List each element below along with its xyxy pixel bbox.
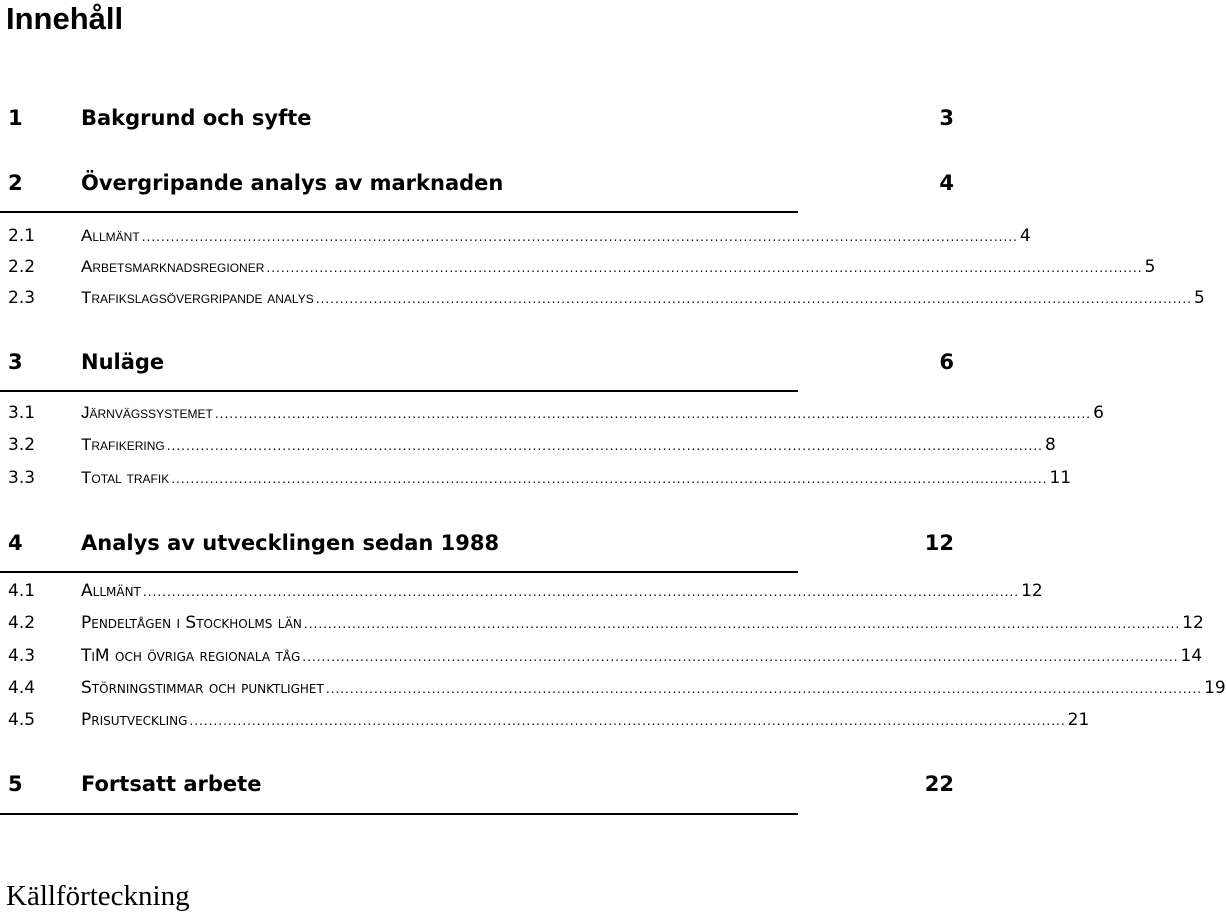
toc-chapter-4[interactable] (8, 528, 954, 558)
section-page: 12 (1021, 581, 1043, 601)
dot-leader: ...................................................................................................................................................................................... (142, 585, 1020, 599)
toc-chapter-3[interactable] (8, 347, 954, 377)
chapter-number: 3 (8, 350, 23, 374)
section-number: 4.1 (8, 581, 36, 601)
chapter-page: 6 (939, 350, 954, 374)
toc-section-3-2[interactable] (8, 433, 1056, 457)
section-title: Prisutveckling (81, 710, 188, 730)
toc-section-4-1[interactable] (8, 579, 1043, 603)
section-page: 14 (1180, 646, 1203, 666)
dot-leader: ...................................................................................................................................................................................... (171, 472, 1048, 486)
section-number: 4.4 (8, 678, 36, 698)
section-number: 2.2 (8, 257, 36, 277)
dot-leader: ...................................................................................................................................................................................... (302, 650, 1179, 664)
chapter-title: Fortsatt arbete (81, 772, 262, 796)
section-number: 4.5 (8, 710, 36, 730)
toc-section-2-1[interactable] (8, 224, 1031, 248)
dot-leader: ...................................................................................................................................................................................... (315, 292, 1192, 306)
section-title: Allmänt (81, 581, 141, 601)
chapter-divider (0, 211, 798, 213)
section-title: Järnvägssystemet (81, 403, 213, 422)
section-title: Trafikering (81, 435, 165, 454)
section-page: 12 (1182, 613, 1204, 633)
toc-section-3-3[interactable] (8, 466, 1072, 490)
toc-section-2-2[interactable] (8, 255, 1156, 279)
dot-leader: ...................................................................................................................................................................................... (189, 714, 1066, 728)
chapter-page: 3 (939, 106, 954, 130)
chapter-title: Analys av utvecklingen sedan 1988 (81, 531, 500, 555)
section-number: 4.2 (8, 613, 36, 633)
section-title: Allmänt (81, 226, 140, 245)
chapter-number: 5 (8, 772, 23, 796)
section-title: Pendeltågen i Stockholms län (81, 613, 302, 633)
dot-leader: ...................................................................................................................................................................................... (325, 682, 1203, 696)
section-number: 3.2 (8, 435, 36, 455)
chapter-title: Övergripande analys av marknaden (81, 171, 504, 195)
section-page: 21 (1067, 710, 1090, 730)
chapter-number: 4 (8, 531, 23, 555)
chapter-page: 4 (939, 171, 954, 195)
section-title: TiM och övriga regionala tåg (81, 646, 301, 666)
section-page: 4 (1019, 226, 1031, 246)
chapter-title: Bakgrund och syfte (81, 106, 312, 130)
section-number: 2.3 (8, 288, 36, 308)
section-number: 3.1 (8, 403, 36, 423)
section-number: 4.3 (8, 646, 36, 666)
dot-leader: ...................................................................................................................................................................................... (214, 407, 1092, 421)
chapter-divider (0, 390, 798, 392)
dot-leader: ...................................................................................................................................................................................... (141, 230, 1018, 244)
section-page: 19 (1204, 678, 1226, 698)
toc-section-4-5[interactable] (8, 708, 1090, 732)
toc-heading: Innehåll (6, 1, 124, 36)
section-page: 11 (1049, 468, 1072, 488)
chapter-divider (0, 571, 798, 573)
references-heading: Källförteckning (6, 880, 190, 912)
chapter-divider (0, 813, 798, 815)
chapter-title: Nuläge (81, 350, 165, 374)
section-page: 5 (1144, 257, 1156, 277)
dot-leader: ...................................................................................................................................................................................... (166, 439, 1043, 453)
toc-section-4-4[interactable] (8, 676, 1226, 700)
section-title: Arbetsmarknadsregioner (81, 257, 265, 276)
dot-leader: ...................................................................................................................................................................................... (303, 617, 1181, 631)
chapter-number: 2 (8, 171, 23, 195)
section-page: 5 (1193, 288, 1205, 308)
toc-section-4-2[interactable] (8, 611, 1204, 635)
section-page: 8 (1044, 435, 1056, 455)
dot-leader: ...................................................................................................................................................................................... (266, 261, 1143, 275)
section-title: Trafikslagsövergripande analys (81, 288, 314, 307)
toc-section-2-3[interactable] (8, 286, 1205, 310)
section-page: 6 (1093, 403, 1104, 423)
section-number: 2.1 (8, 226, 36, 246)
toc-section-4-3[interactable] (8, 644, 1203, 668)
section-title: Total trafik (81, 468, 170, 487)
chapter-page: 12 (924, 531, 954, 555)
toc-chapter-2[interactable] (8, 168, 954, 198)
toc-chapter-1[interactable] (8, 103, 954, 133)
toc-section-3-1[interactable] (8, 401, 1104, 425)
chapter-number: 1 (8, 106, 23, 130)
section-title: Störningstimmar och punktlighet (81, 678, 324, 698)
toc-chapter-5[interactable] (8, 769, 954, 799)
chapter-page: 22 (924, 772, 954, 796)
section-number: 3.3 (8, 468, 36, 488)
